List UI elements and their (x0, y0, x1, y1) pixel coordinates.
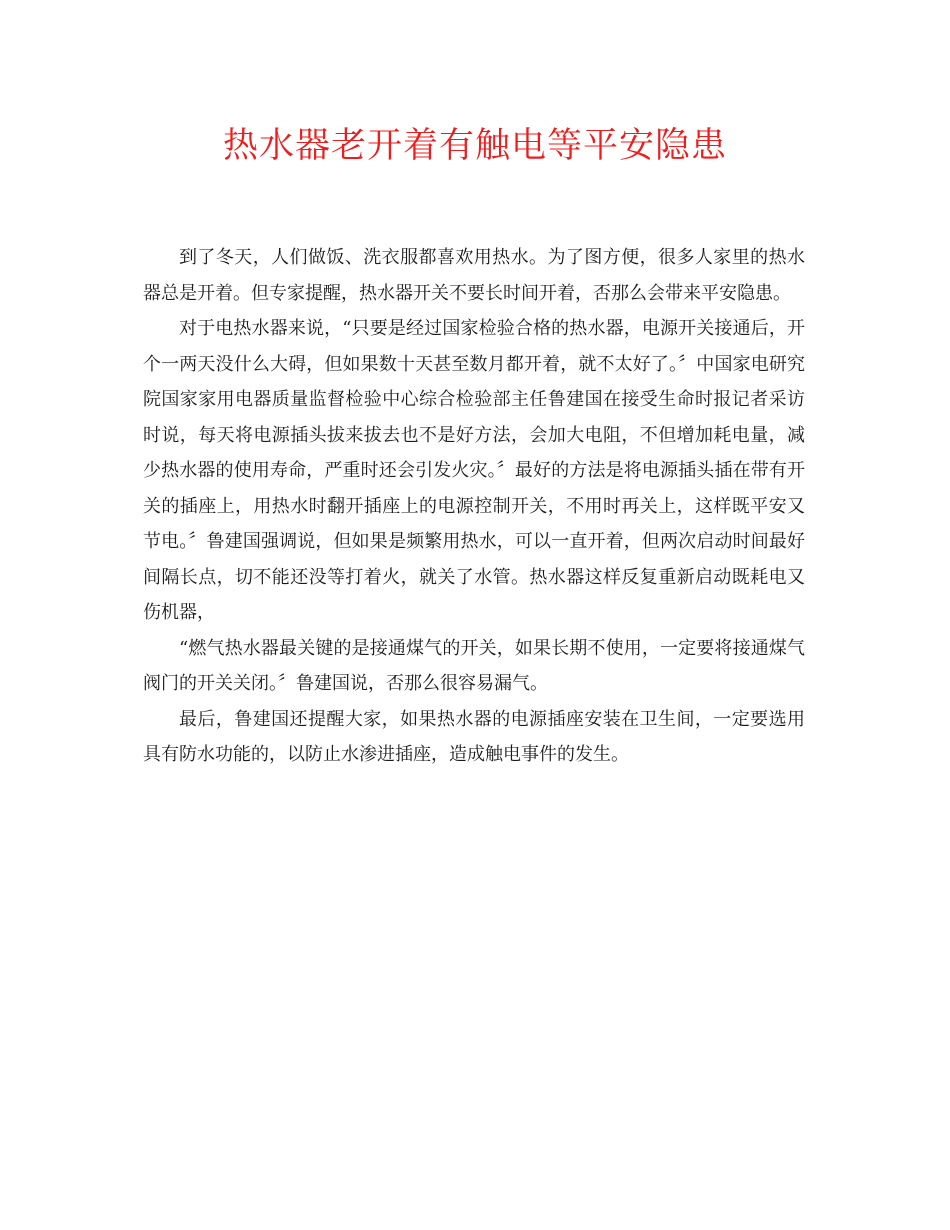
paragraph-1: 到了冬天，人们做饭、洗衣服都喜欢用热水。为了图方便，很多人家里的热水器总是开着。但专家提醒，热水器开关不要长时间开着，否那么会带来平安隐患。 (143, 247, 805, 304)
article-body (143, 240, 805, 773)
paragraph-4: 最后，鲁建国还提醒大家，如果热水器的电源插座安装在卫生间，一定要选用具有防水功能的，以防止水渗进插座，造成触电事件的发生。 (143, 708, 805, 765)
paragraph-3: “燃气热水器最关键的是接通煤气的开关，如果长期不使用，一定要将接通煤气阀门的开关关闭。〞鲁建国说，否那么很容易漏气。 (143, 637, 805, 694)
page-title: 热水器老开着有触电等平安隐患 (222, 126, 727, 166)
paragraph-2: 对于电热水器来说，“只要是经过国家检验合格的热水器，电源开关接通后，开个一两天没什么大碍，但如果数十天甚至数月都开着，就不太好了。〞中国家电研究院国家家用电器质量监督检验中心综合检验部主任鲁建国在接受生命时报记者采访时说，每天将电源插头拔来拔去也不是好方法，会加大电阻，不但增加耗电量，减少热水器的使用寿命，严重时还会引发火灾。〞最好的方法是将电源插头插在带有开关的插座上，用热水时翻开插座上的电源控制开关，不用时再关上，这样既平安又节电。〞鲁建国强调说，但如果是频繁用热水，可以一直开着，但两次启动时间最好间隔长点，切不能还没等打着火，就关了水管。热水器这样反复重新启动既耗电又伤机器， (143, 318, 805, 623)
